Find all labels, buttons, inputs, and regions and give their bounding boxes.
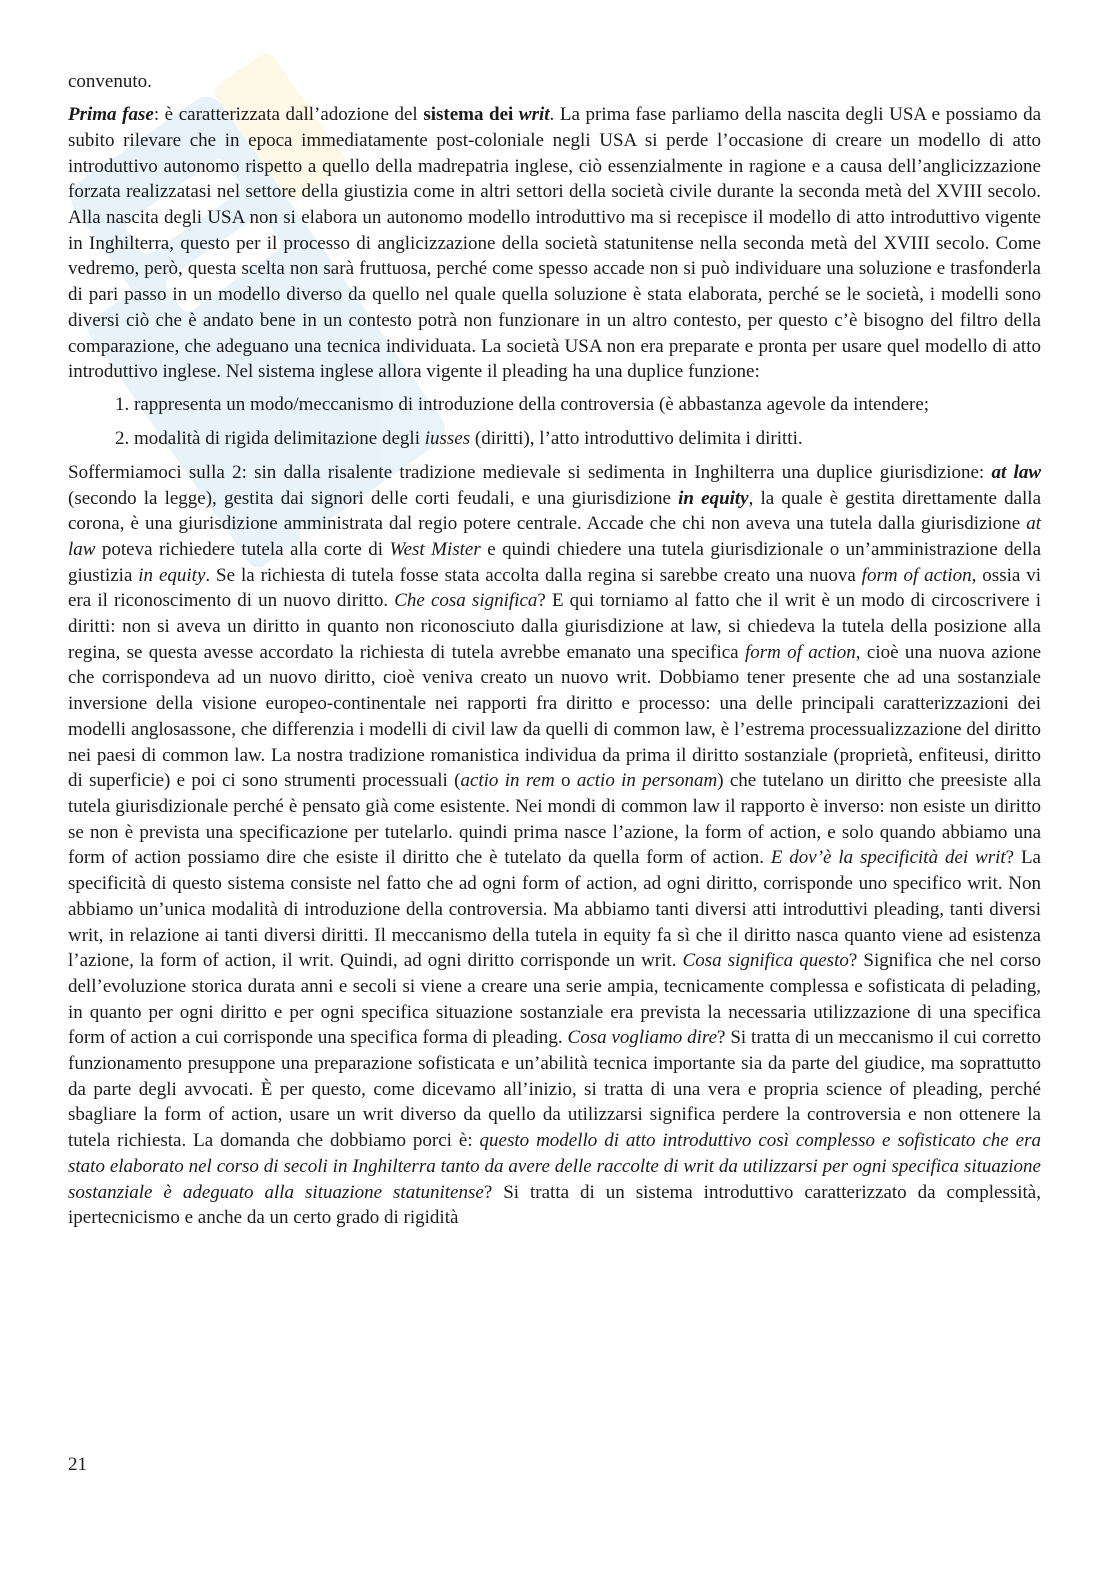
list-item [134, 426, 1041, 452]
italic-term: actio in personam [576, 770, 718, 792]
italic-term: Cosa significa questo [682, 950, 849, 972]
text-span: , ossia vi era il riconoscimento di un nuovo diritto. [68, 564, 1041, 612]
page-number: 21 [68, 1454, 87, 1475]
italic-term: E dov’è la specificità dei writ [770, 847, 1006, 869]
text-span: , cioè una nuova azione che corrispondeva ad un nuovo diritto, cioè veniva creato un nuovo writ. Dobbiamo tener presente che ad una sostanziale inversione della visione europeo-continentale nei rapporti fra diritto e processo: una delle principali caratterizzazioni dei modelli anglosassone, che differenzia i modelli di civil law da quelli di common law, è l’estrema processualizzazione del diritto nei paesi di common law. La nostra tradizione romanistica individua da prima il diritto sostanziale (proprietà, enfiteusi, diritto di superficie) e poi ci sono strumenti processuali ( [68, 641, 1042, 792]
bold-italic-term: in equity [678, 487, 749, 509]
lead-term: Prima fase [68, 104, 154, 126]
text-span: : è caratterizzata dall’adozione del [153, 104, 424, 126]
list-item-text: (diritti), l’atto introduttivo delimita i diritti. [470, 428, 803, 450]
text-span: ? Si tratta di un sistema introduttivo caratterizzato da complessità, ipertecnicismo e anche da un certo grado di rigidità [68, 1181, 1041, 1229]
list-item [134, 392, 1041, 418]
text-span: poteva richiedere tutela alla corte di [95, 538, 390, 560]
text-span: . La prima fase parliamo della nascita degli USA e possiamo da subito rilevare che in epoca immediatamente post-coloniale negli USA si perde l’occasione di creare un modello di atto introduttivo autonomo rispetto a quello della madrepatria inglese, ciò essenzialmente in ragione e a causa dell’anglicizzazione forzata realizzatasi nel settore della giustizia come in altri settori della società civile durante la seconda metà del XVIII secolo. Alla nascita degli USA non si elabora un autonomo modello introduttivo ma si recepisce il modello di atto introduttivo vigente in Inghilterra, questo per il processo di anglicizzazione della società statunitense nella seconda metà del XVIII secolo. Come vedremo, però, questa scelta non sarà fruttuosa, perché come spesso accade non si può individuare una soluzione e trasfonderla di pari passo in un modello diverso da quello nel quale quella soluzione è stata elaborata, perché se le società, i modelli sono diversi ciò che è andato bene in un contesto potrà non funzionare in un altro contesto, per questo c’è bisogno del filtro della comparazione, che adeguano una tecnica individuata. La società USA non era preparate e pronta per usare quel modello di atto introduttivo inglese. Nel sistema inglese allora vigente il pleading ha una duplice funzione: [68, 104, 1042, 383]
paragraph-continuation [68, 69, 1041, 95]
numbered-list [68, 392, 1041, 451]
text-span: (secondo la legge), gestita dai signori delle corti feudali, e una giurisdizione [68, 487, 679, 509]
text-span: ) che tutelano un diritto che preesiste alla tutela giurisdizionale perché è pensato già come esistente. Nei mondi di common law il rapporto è inverso: non esiste un diritto se non è prevista una specificazione per tutelarlo. quindi prima nasce l’azione, la form of action, e solo quando abbiamo una form of action possiamo dire che esiste il diritto che è tutelato da quella form of action. [68, 770, 1042, 869]
list-item-text: rappresenta un modo/meccanismo di introduzione della controversia (è abbastanza agevole da intendere; [134, 394, 930, 416]
text-span: ? Si tratta di un meccanismo il cui corretto funzionamento presuppone una preparazione sofisticata e un’abilità tecnica importante sia da parte del giudice, ma soprattutto da parte degli avvocati. È per questo, come dicevamo all’inizio, si tratta di una vera e propria science of pleading, perché sbagliare la form of action, usare un writ diverso da quello da utilizzarsi significa perdere la controversia e non ottenere la tutela richiesta. La domanda che dobbiamo porci è: [68, 1027, 1041, 1152]
text-span: ? E qui torniamo al fatto che il writ è un modo di circoscrivere i diritti: non si aveva un diritto in quanto non riconosciuto dalla giurisdizione at law, si chiedeva la tutela della posizione alla regina, se questa avesse accordato la richiesta di tutela avrebbe emanato una specifica [68, 590, 1042, 663]
text-span: , la quale è gestita direttamente dalla corona, è una giurisdizione amministrata dal regio potere centrale. Accade che chi non aveva una tutela dalla giurisdizione [68, 487, 1041, 535]
text-span: ? Significa che nel corso dell’evoluzione storica durata anni e secoli si viene a creare una serie ampia, tecnicamente complessa e sofisticata di pelading, in quanto per ogni diritto e per ogni specifica situazione sostanziale era prevista la necessaria utilizzazione di una specifica form of action a cui corrisponde una specifica forma di pleading. [68, 950, 1041, 1049]
list-item-text: modalità di rigida delimitazione degli [134, 428, 425, 450]
bold-italic-term: at law [991, 461, 1041, 483]
text-span: ? La specificità di questo sistema consiste nel fatto che ad ogni form of action, ad ogni diritto, corrisponde uno specifico writ. Non abbiamo un’unica modalità di introduzione della controversia. Ma abbiamo tanti diversi atti introduttivi pleading, tanti diversi writ, in relazione ai tanti diversi diritti. Il meccanismo della tutela in equity fa sì che il diritto nasca quanto viene ad esistenza l’azione, la form of action, il writ. Quindi, ad ogni diritto corrisponde un writ. [68, 847, 1041, 972]
italic-question: questo modello di atto introduttivo così complesso e sofisticato che era stato elaborato nel corso di secoli in Inghilterra tanto da avere delle raccolte di writ da utilizzarsi per ogni specifica situazione sostanziale è adeguato alla situazione statunitense [68, 1130, 1041, 1203]
italic-term: West Mister [389, 538, 481, 560]
text-span: e quindi chiedere una tutela giurisdizionale o un’amministrazione della giustizia [68, 538, 1042, 586]
bold-term: sistema dei [423, 104, 519, 126]
italic-term: Cosa vogliamo dire [567, 1027, 717, 1049]
text-span: . Se la richiesta di tutela fosse stata accolta dalla regina si sarebbe creato una nuova [205, 564, 862, 586]
italic-term: form of action [744, 641, 856, 663]
text-span: o [554, 770, 577, 792]
paragraph-main [68, 460, 1041, 1231]
italic-term: form of action [861, 564, 972, 586]
italic-term: Che cosa significa [394, 590, 538, 612]
italic-term: at law [68, 513, 1041, 560]
italic-term: iusses [424, 428, 471, 450]
text-span: convenuto. [68, 71, 152, 92]
paragraph-prima-fase [68, 102, 1041, 385]
bold-italic-term: writ [518, 104, 550, 126]
document-body [68, 69, 1041, 1238]
text-span: Soffermiamoci sulla 2: sin dalla risalente tradizione medievale si sedimenta in Inghilterra una duplice giurisdizione: [68, 461, 992, 483]
italic-term: actio in rem [460, 770, 555, 792]
italic-term: in equity [138, 564, 206, 586]
